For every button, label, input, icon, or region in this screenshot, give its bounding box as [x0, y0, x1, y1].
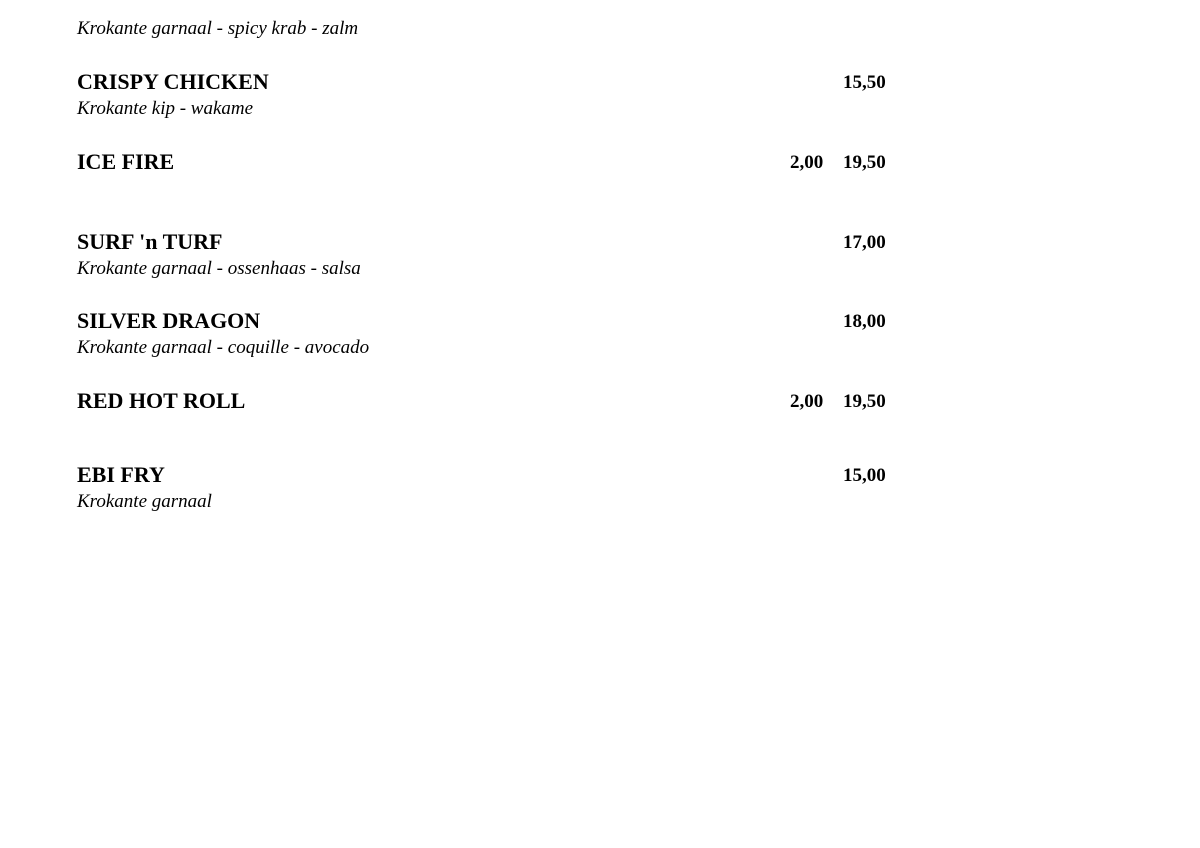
- item-name: CRISPY CHICKEN: [77, 69, 269, 94]
- item-description: Krokante garnaal - ossenhaas - salsa: [77, 258, 361, 279]
- item-description: Krokante garnaal - coquille - avocado: [77, 337, 370, 358]
- item-extra-price: 2,00: [790, 391, 824, 412]
- item-name: ICE FIRE: [77, 149, 175, 174]
- item-price: 15,50: [843, 72, 886, 93]
- item-name: EBI FRY: [77, 462, 165, 487]
- item-name: RED HOT ROLL: [77, 388, 246, 413]
- item-name: SILVER DRAGON: [77, 308, 261, 333]
- item-price: 18,00: [843, 311, 886, 332]
- item-price: 19,50: [843, 152, 886, 173]
- item-name: SURF 'n TURF: [77, 229, 223, 254]
- item-extra-price: 2,00: [790, 152, 824, 173]
- item-price: 17,00: [843, 232, 886, 253]
- item-description: Krokante kip - wakame: [77, 98, 254, 119]
- item-description: Krokante garnaal - spicy krab - zalm: [77, 18, 359, 39]
- item-description: Krokante garnaal: [77, 491, 212, 512]
- item-price: 19,50: [843, 391, 886, 412]
- item-price: 15,00: [843, 465, 886, 486]
